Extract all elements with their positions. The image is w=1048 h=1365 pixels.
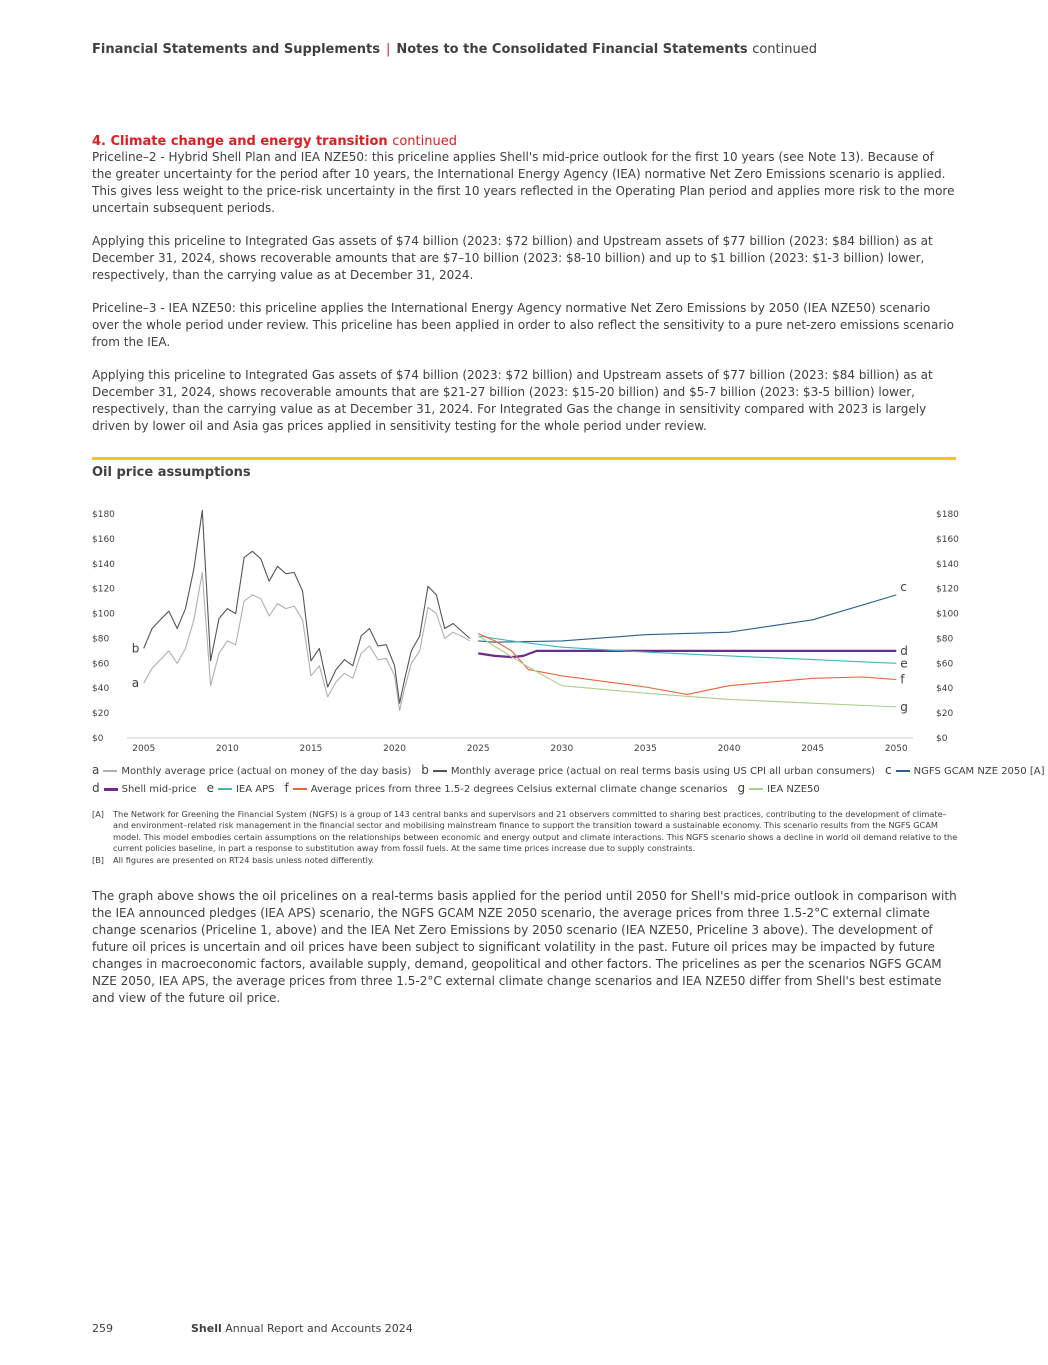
legend-label: Average prices from three 1.5-2 degrees Celsius external climate change scenarios [310,784,728,795]
legend-item-a [92,763,412,777]
legend-item-g [737,781,820,795]
y-tick-label-right: $160 [936,534,959,545]
legend-key: b [421,763,429,777]
oil-price-chart [80,488,960,758]
x-tick-label: 2045 [801,744,825,754]
legend-item-d [92,781,197,795]
page-number: 259 [92,1322,113,1335]
series-key-label-b: b [131,641,140,656]
legend-label: Monthly average price (actual on money of the day basis) [121,766,412,777]
chart-title: Oil price assumptions [92,465,251,480]
footnote-a [92,809,958,855]
paragraph-priceline-2: Priceline–2 - Hybrid Shell Plan and IEA NZE50: this priceline applies Shell's mid-price outlook for the first 10 years (see Note 13). Because of the greater uncertainty for the period after 10 years, the International Energy Agency (IEA) normative Net Zero Emissions scenario is applied. This gives less weight to the price-risk uncertainty in the first 10 years reflected in the Operating Plan period and applies more risk to the more uncertain subsequent periods. [92,150,955,215]
y-tick-label-left: $80 [92,634,110,645]
series-line-f [478,634,896,695]
paragraph-priceline-3: Priceline–3 - IEA NZE50: this priceline applies the International Energy Agency normative Net Zero Emissions by 2050 (IEA NZE50) scenario over the whole period under review. This priceline has been applied in order to also reflect the sensitivity to a pure net-zero emissions scenario from the IEA. [92,301,954,349]
series-key-label-d: d [900,643,908,658]
legend-item-f [284,781,728,795]
y-tick-label-right: $40 [936,684,954,695]
y-tick-label-left: $0 [92,734,104,744]
y-tick-label-left: $140 [92,559,115,570]
footnotes [92,809,958,866]
x-tick-label: 2015 [299,744,323,754]
legend-row-1 [92,762,1045,780]
legend-label: Shell mid-price [121,784,197,795]
paragraph-priceline-2-impact: Applying this priceline to Integrated Gas assets of $74 billion (2023: $72 billion) and Upstream assets of $77 billion (2023: $84 billion) as at December 31, 2024, shows recoverable amounts that are $7–10 billion (2023: $8-10 billion) and up to $1 billion (2023: $1-3 billion) lower, respectively, than the carrying value as at December 31, 2024. [92,234,933,282]
header-continued: continued [752,42,817,57]
series-key-label-c: c [900,579,907,594]
chart-divider [92,457,956,460]
section-title [92,134,956,149]
y-tick-label-left: $100 [92,609,115,620]
legend-swatch [103,770,117,772]
y-tick-label-left: $180 [92,510,115,520]
x-tick-label: 2025 [466,744,490,754]
chart-legend [92,762,1045,798]
x-tick-label: 2010 [215,744,239,754]
footer-brand: Shell [191,1322,222,1335]
legend-key: a [92,763,100,777]
footer-report-title: Annual Report and Accounts 2024 [225,1322,413,1335]
legend-label: Monthly average price (actual on real terms basis using US CPI all urban consumers) [450,766,876,777]
x-tick-label: 2030 [550,744,574,754]
y-tick-label-left: $160 [92,534,115,545]
x-tick-label: 2035 [633,744,657,754]
y-tick-label-right: $60 [936,659,954,670]
legend-label: NGFS GCAM NZE 2050 [A] [913,766,1045,777]
y-tick-label-right: $140 [936,559,959,570]
legend-swatch [104,788,118,791]
legend-key: e [206,781,214,795]
section-title-text: 4. Climate change and energy transition [92,134,388,149]
y-tick-label-right: $100 [936,609,959,620]
legend-swatch [433,770,447,772]
legend-row-2 [92,780,962,798]
legend-item-b [421,763,876,777]
x-tick-label: 2020 [383,744,407,754]
legend-key: c [885,763,892,777]
header-separator: | [385,42,391,57]
legend-swatch [218,788,232,790]
footnote-b-text: All figures are presented on RT24 basis unless noted differently. [113,854,375,865]
legend-swatch [896,770,910,772]
y-tick-label-left: $120 [92,584,115,595]
y-tick-label-left: $60 [92,659,110,670]
y-tick-label-right: $80 [936,634,954,645]
series-line-b [144,510,470,703]
series-key-label-f: f [900,672,905,687]
main-content [92,134,956,451]
header-subsection: Notes to the Consolidated Financial Statements [396,42,748,57]
y-tick-label-right: $120 [936,584,959,595]
y-tick-label-right: $20 [936,709,954,720]
y-tick-label-right: $0 [936,734,948,744]
footnote-b-key: [B] [92,854,105,865]
y-tick-label-right: $180 [936,510,959,520]
legend-swatch [293,788,307,790]
x-tick-label: 2005 [132,744,156,754]
legend-swatch [749,788,763,790]
legend-item-c [885,763,1045,777]
footnote-a-key: [A] [92,809,104,819]
legend-label: IEA APS [235,784,275,795]
y-tick-label-left: $20 [92,709,110,720]
legend-item-e [206,781,275,795]
series-key-label-g: g [900,699,908,714]
page-header [92,42,817,57]
series-line-e [478,636,896,663]
legend-key: d [92,781,100,795]
footnote-b [92,855,958,866]
footnote-a-text: The Network for Greening the Financial System (NGFS) is a group of 143 central banks and supervisors and 21 observers committed to sharing best practices, contributing to the development of climate– and environment–related risk management in the financial sector and mobilising mainstream finance to support the transition toward a sustainable economy. This scenario results from the NGFS GCAM model. This model embodies certain assumptions on the relationships between economic and energy output and climate interactions. This NGFS scenario shows a decline in world oil demand relative to the current policies baseline, in part a response to substitution away from fossil fuels. At the same time prices increase due to supply constraints. [113,809,958,854]
series-key-label-a: a [131,676,140,691]
header-section: Financial Statements and Supplements [92,42,380,57]
series-line-c [478,595,896,642]
section-continued: continued [392,134,457,149]
y-tick-label-left: $40 [92,684,110,695]
paragraph-priceline-3-impact: Applying this priceline to Integrated Gas assets of $74 billion (2023: $72 billion) and Upstream assets of $77 billion (2023: $84 billion) as at December 31, 2024, shows recoverable amounts that are $21-27 billion (2023: $15-20 billion) and $5-7 billion (2023: $3-5 billion) lower, respectively, than the carrying value as at December 31, 2024. For Integrated Gas the change in sensitivity compared with 2023 is largely driven by lower oil and Asia gas prices applied in sensitivity testing for the whole period under review. [92,368,933,433]
legend-label: IEA NZE50 [767,784,820,795]
x-tick-label: 2040 [717,744,741,754]
page-footer [92,1322,413,1335]
legend-key: g [737,781,746,795]
series-key-label-e: e [900,656,908,671]
legend-key: f [284,781,289,795]
x-tick-label: 2050 [884,744,908,754]
series-line-a [144,573,470,711]
closing-paragraph: The graph above shows the oil pricelines on a real-terms basis applied for the period until 2050 for Shell's mid-price outlook in comparison with the IEA announced pledges (IEA APS) scenario, the NGFS GCAM NZE 2050 scenario, the average prices from three 1.5-2°C external climate change scenarios (Priceline 1, above) and the IEA Net Zero Emissions by 2050 scenario (IEA NZE50, Priceline 3 above). The development of future oil prices is uncertain and oil prices have been subject to significant volatility in the past. Future oil prices may be impacted by future changes in macroeconomic factors, available supply, demand, geopolitical and other factors. The pricelines as per the scenarios NGFS GCAM NZE 2050, IEA APS, the average prices from three 1.5-2°C external climate change scenarios and IEA NZE50 differ from Shell's best estimate and view of the future oil price. [92,889,957,1005]
